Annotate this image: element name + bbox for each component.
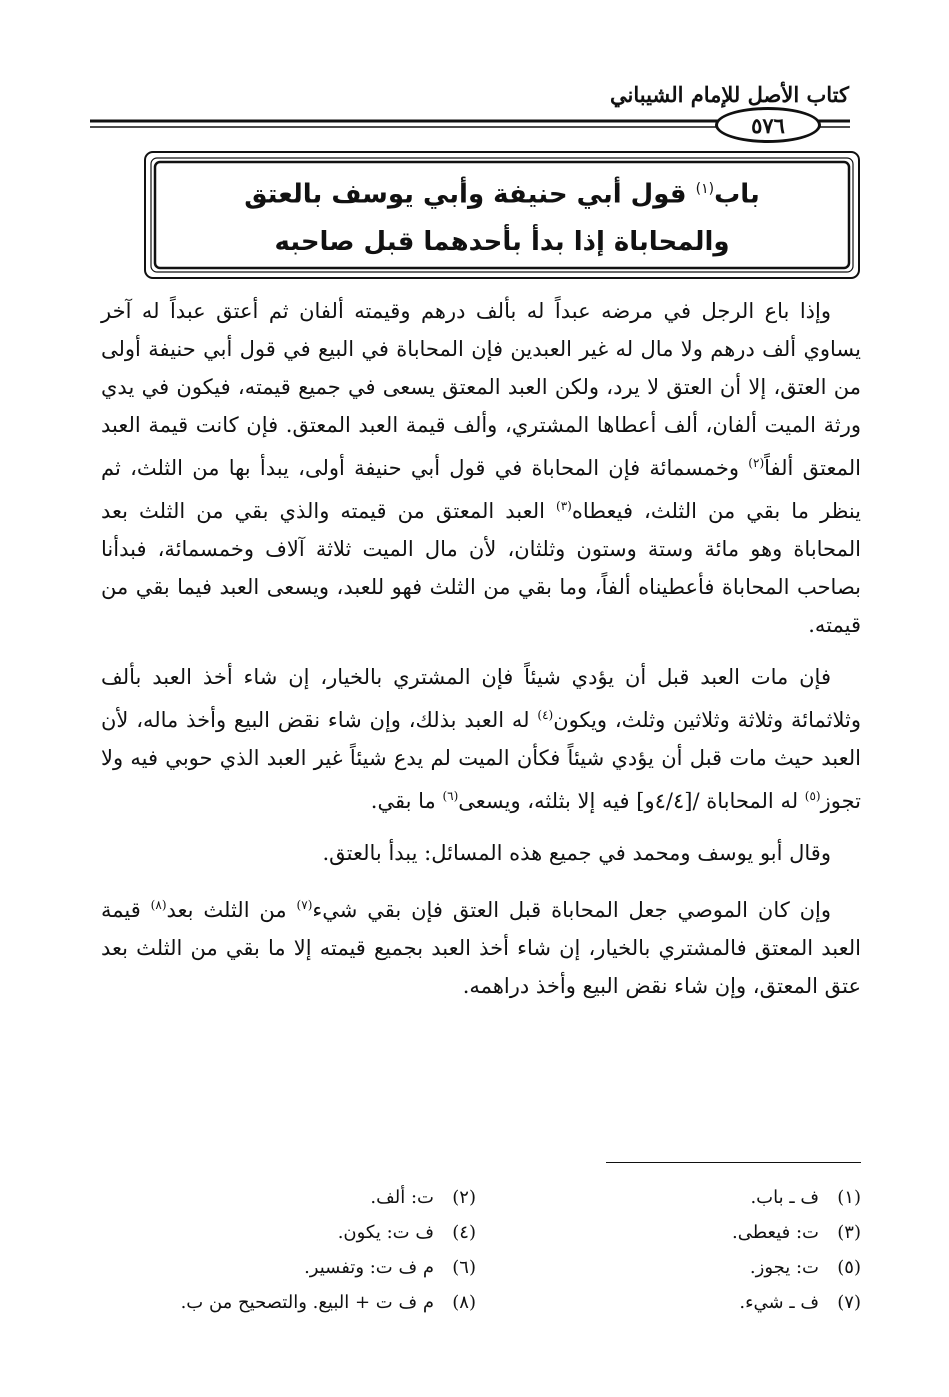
footnote-ref-2: (٢) — [748, 456, 765, 470]
footnote-text: ت: يجوز. — [749, 1257, 819, 1278]
footnote-5 — [476, 1250, 861, 1285]
chapter-title-rest: قول أبي حنيفة وأبي يوسف بالعتق — [244, 179, 696, 210]
chapter-title-box — [143, 150, 861, 280]
footnote-ref-7: (٧) — [296, 898, 313, 912]
footnote-number: (١) — [837, 1187, 861, 1208]
paragraph-3: وقال أبو يوسف ومحمد في جميع هذه المسائل: يبدأ بالعتق. — [322, 841, 831, 865]
footnote-number: (٥) — [837, 1257, 861, 1278]
footnote-1 — [476, 1180, 861, 1215]
footnote-row — [91, 1250, 861, 1285]
footnote-3 — [476, 1215, 861, 1250]
text-run: من الثلث بعد — [166, 898, 297, 922]
main-text — [101, 292, 861, 1019]
text-run: فإن مات العبد قبل أن يؤدي شيئاً فإن المشتري بالخيار، إن شاء أخذ العبد بألف وثلاثمائة وثلاثة وثلاثين وثلث، ويكون — [101, 665, 861, 732]
footnote-ref-3: (٣) — [556, 499, 572, 513]
footnote-7 — [476, 1285, 861, 1320]
page-number: ٥٧٦ — [715, 107, 821, 143]
footnote-ref-8: (٨) — [150, 898, 167, 912]
footnote-number: (٧) — [837, 1292, 861, 1313]
text-run: قيمة العبد المعتق فالمشتري بالخيار، إن شاء أخذ العبد بجميع قيمته إلا ما بقي من الثلث بعد عتق المعتق، وإن شاء نقض البيع وأخذ دراهمه. — [101, 898, 861, 998]
footnote-row — [91, 1285, 861, 1320]
text-run: له المحاباة /[٤/٤و] فيه إلا بثلثه، ويسعى — [458, 789, 805, 813]
footnotes — [91, 1180, 861, 1320]
running-title: كتاب الأصل للإمام الشيباني — [610, 82, 849, 107]
footnote-ref-4: (٤) — [537, 708, 554, 722]
text-run: وخمسمائة فإن المحاباة في قول أبي حنيفة أولى، يبدأ بها من الثلث، ثم ينظر ما بقي من الثلث، فيعطاه — [101, 456, 861, 523]
chapter-title — [143, 166, 861, 266]
text-run: ما بقي. — [370, 789, 443, 813]
footnote-text: ف ـ باب. — [750, 1187, 819, 1208]
footnote-text: م ف ت: وتفسير. — [304, 1257, 434, 1278]
paragraph-4 — [101, 886, 861, 1005]
text-run: وإن كان الموصي جعل المحاباة قبل العتق فإن بقي شيء — [312, 898, 832, 922]
chapter-title-word: باب — [714, 179, 760, 210]
paragraph-2 — [101, 658, 861, 820]
footnote-number: (٦) — [452, 1257, 476, 1278]
footnote-row — [91, 1180, 861, 1215]
footnote-number: (٣) — [837, 1222, 861, 1243]
footnote-number: (٢) — [452, 1187, 476, 1208]
text-run: له العبد بذلك، وإن شاء نقض البيع وأخذ ماله، لأن العبد حيث مات قبل أن يؤدي شيئاً فكأن الميت لم يدع شيئاً غير العبد الذي حوبي فيه ولا تجوز — [101, 708, 861, 813]
footnote-8 — [91, 1285, 476, 1320]
footnote-ref-1: (١) — [695, 181, 715, 197]
text-run: العبد المعتق من قيمته والذي بقي من الثلث بعد المحاباة وهو مائة وستة وستون وثلثان، لأن مال الميت ثلاثة آلاف وخمسمائة، فبدأنا بصاحب المحاباة فأعطيناه ألفاً، وما بقي من الثلث فهو للعبد، ويسعى العبد فيما بقي من قيمته. — [101, 499, 861, 637]
chapter-title-line1 — [143, 166, 861, 219]
footnote-6 — [91, 1250, 476, 1285]
text-run: وإذا باع الرجل في مرضه عبداً له بألف درهم وقيمته ألفان ثم أعتق عبداً له آخر يساوي ألف درهم ولا مال له غير العبدين فإن المحاباة في البيع في قول أبي حنيفة أولى من العتق، إلا أن العتق لا يرد، ولكن العبد المعتق يسعى في جميع قيمته، فيكون في يدي ورثة الميت ألفان، ألف أعطاها المشتري، وألف قيمة العبد المعتق. فإن كانت قيمة العبد المعتق ألفاً — [101, 299, 861, 480]
footnote-4 — [91, 1215, 476, 1250]
footnote-text: م ف ت + البيع. والتصحيح من ب. — [180, 1292, 434, 1313]
footnote-text: ف ـ شيء. — [739, 1292, 819, 1313]
chapter-title-line2: والمحاباة إذا بدأ بأحدهما قبل صاحبه — [274, 226, 730, 257]
footnote-text: ت: فيعطى. — [732, 1222, 819, 1243]
paragraph-1 — [101, 292, 861, 644]
footnote-separator — [606, 1162, 861, 1163]
footnote-2 — [91, 1180, 476, 1215]
footnote-ref-6: (٦) — [442, 789, 459, 803]
footnote-ref-5: (٥) — [804, 789, 821, 803]
footnote-row — [91, 1215, 861, 1250]
footnote-number: (٤) — [452, 1222, 476, 1243]
footnote-text: ف ت: يكون. — [337, 1222, 434, 1243]
footnote-text: ت: ألف. — [370, 1187, 434, 1208]
footnote-number: (٨) — [452, 1292, 476, 1313]
